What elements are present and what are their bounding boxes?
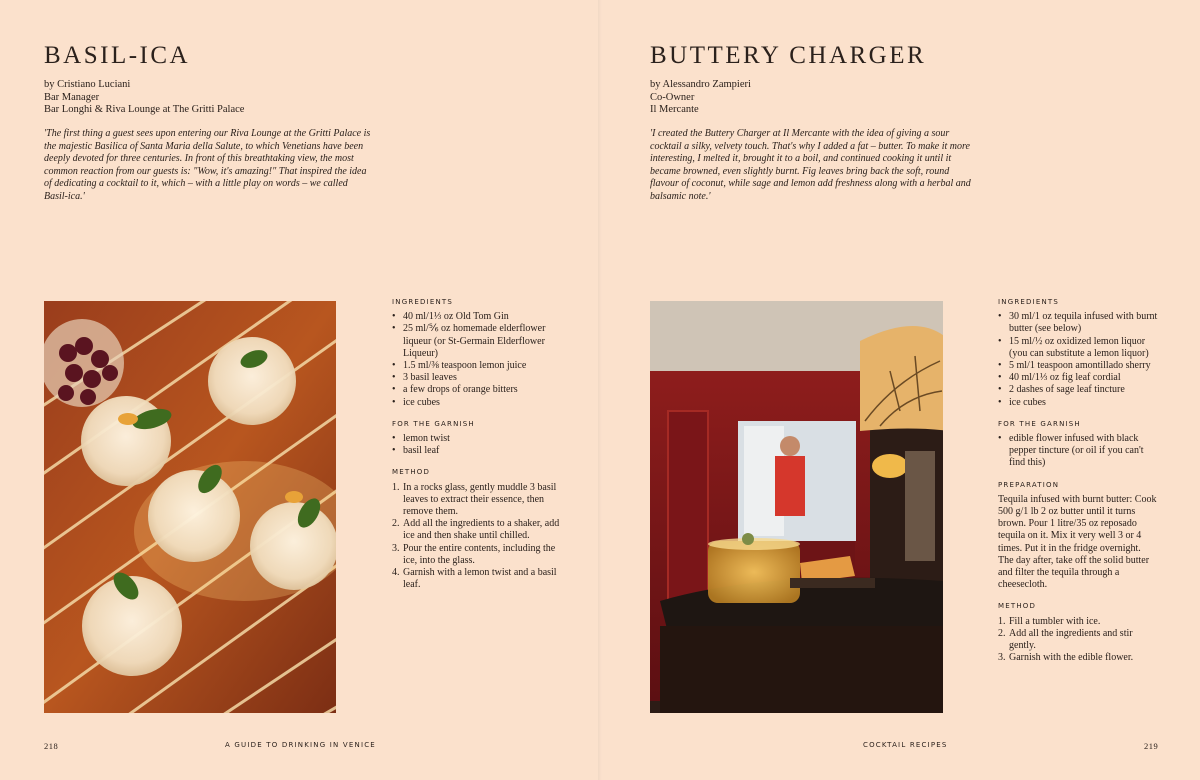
list-item: • 30 ml/1 oz tequila infused with burnt butter (see below) (998, 311, 1158, 335)
byline-basil-ica (44, 79, 244, 117)
garnish-heading: FOR THE GARNISH (392, 419, 475, 428)
method-list (392, 482, 567, 592)
ingredients-list (392, 311, 567, 409)
list-item: 3. Pour the entire contents, including the ice, into the glass. (392, 542, 556, 566)
byline-role: Bar Manager (44, 91, 100, 103)
list-item: • ice cubes (392, 397, 567, 409)
method-list (998, 616, 1158, 665)
garnish-list (392, 433, 567, 457)
step-text: Add all the ingredients and stir gently. (1009, 627, 1133, 652)
list-item: • 40 ml/1⅓ oz Old Tom Gin (392, 311, 567, 323)
quote-basil-ica: 'The first thing a guest sees upon entering our Riva Lounge at the Gritti Palace is the majestic Basilica of Santa Maria della Salute, to which Venetians have been deeply devoted for three centuries. In front of this breathtaking view, the most common reaction from our guests is: "Wow, it's amazing!" That inspired the idea of dedicating a cocktail to it, which – with a little play on words – we called Basil-ica.' (44, 128, 371, 202)
step-text: Garnish with a lemon twist and a basil leaf. (403, 567, 557, 591)
preparation-text: Tequila infused with burnt butter: Cook 500 g/1 lb 2 oz butter until it turns brown. Pour 1 litre/35 oz reposado tequila on it. Mix it very well 3 or 4 times. Put it in the fridge overnight. The day after, take off the solid butter and filter the tequila through a cheesecloth. (998, 493, 1157, 591)
photo-basil-ica-cocktails (44, 301, 336, 713)
list-item: • a few drops of orange bitters (392, 384, 567, 396)
garnish-heading: FOR THE GARNISH (998, 419, 1081, 428)
preparation-heading: PREPARATION (998, 480, 1060, 489)
page-number-right: 219 (1144, 741, 1159, 751)
list-item: • 25 ml/⅚ oz homemade elderflower liqueur (or St-Germain Elderflower Liqueur) (392, 323, 567, 360)
list-item: 1. In a rocks glass, gently muddle 3 basil leaves to extract their essence, then remove them. (392, 481, 557, 518)
photo-buttery-charger-bar (650, 301, 943, 713)
running-head-right: COCKTAIL RECIPES (863, 741, 948, 749)
page-number-left: 218 (44, 741, 59, 751)
method-heading: METHOD (392, 468, 431, 477)
byline-venue: Il Mercante (650, 104, 699, 115)
step-text: Garnish with the edible flower. (1009, 652, 1134, 664)
list-item: 3. Garnish with the edible flower. (998, 652, 1134, 664)
recipe-basil-ica (392, 296, 567, 591)
list-item: • lemon twist (392, 433, 567, 445)
byline-venue: Bar Longhi & Riva Lounge at The Gritti Palace (44, 104, 245, 115)
list-item: • 3 basil leaves (392, 372, 567, 384)
ingredients-heading: INGREDIENTS (392, 298, 454, 306)
running-head-left: A GUIDE TO DRINKING IN VENICE (225, 741, 376, 749)
quote-buttery-charger: 'I created the Buttery Charger at Il Mercante with the idea of giving a sour cocktail a silky, velvety touch. That's why I added a fat – butter. To make it more interesting, I melted it, brought it to a boil, and continued cooking it until it became browned, even slightly burnt. Fig leaves bring back the soft, round flavour of coconut, while sage and lemon add freshness along with a herbal and balsamic note.' (650, 128, 971, 202)
byline-author: by Cristiano Luciani (44, 79, 131, 90)
list-item: • ice cubes (998, 397, 1158, 409)
list-item: • edible flower infused with black pepper tincture (or oil if you can't find this) (998, 433, 1158, 470)
byline-buttery-charger (650, 79, 751, 117)
step-text: Pour the entire contents, including the ice, into the glass. (403, 542, 556, 566)
recipe-title-basil-ica: BASIL-ICA (44, 42, 191, 69)
byline-author: by Alessandro Zampieri (650, 79, 751, 90)
list-item: 2. Add all the ingredients and stir gently. (998, 627, 1133, 652)
list-item: 1. Fill a tumbler with ice. (998, 615, 1101, 627)
ingredients-list (998, 311, 1158, 409)
garnish-list (998, 433, 1158, 470)
recipe-buttery-charger (998, 296, 1158, 664)
step-text: Add all the ingredients to a shaker, add ice and then shake until chilled. (403, 518, 560, 542)
list-item: • 40 ml/1⅓ oz fig leaf cordial (998, 372, 1158, 384)
list-item: • 5 ml/1 teaspoon amontillado sherry (998, 360, 1158, 372)
list-item: • 2 dashes of sage leaf tincture (998, 384, 1158, 396)
right-page (600, 0, 1200, 780)
method-heading: METHOD (998, 602, 1037, 611)
list-item: • 15 ml/½ oz oxidized lemon liquor (you can substitute a lemon liquor) (998, 336, 1158, 360)
ingredients-heading: INGREDIENTS (998, 298, 1060, 306)
list-item: 2. Add all the ingredients to a shaker, add ice and then shake until chilled. (392, 518, 560, 542)
step-text: Fill a tumbler with ice. (1009, 615, 1101, 627)
list-item: • 1.5 ml/⅜ teaspoon lemon juice (392, 360, 567, 372)
list-item: • basil leaf (392, 445, 567, 457)
list-item: 4. Garnish with a lemon twist and a basil leaf. (392, 567, 557, 591)
recipe-title-buttery-charger: BUTTERY CHARGER (650, 42, 927, 69)
step-text: In a rocks glass, gently muddle 3 basil leaves to extract their essence, then remove them. (403, 481, 557, 518)
byline-role: Co-Owner (650, 91, 695, 103)
